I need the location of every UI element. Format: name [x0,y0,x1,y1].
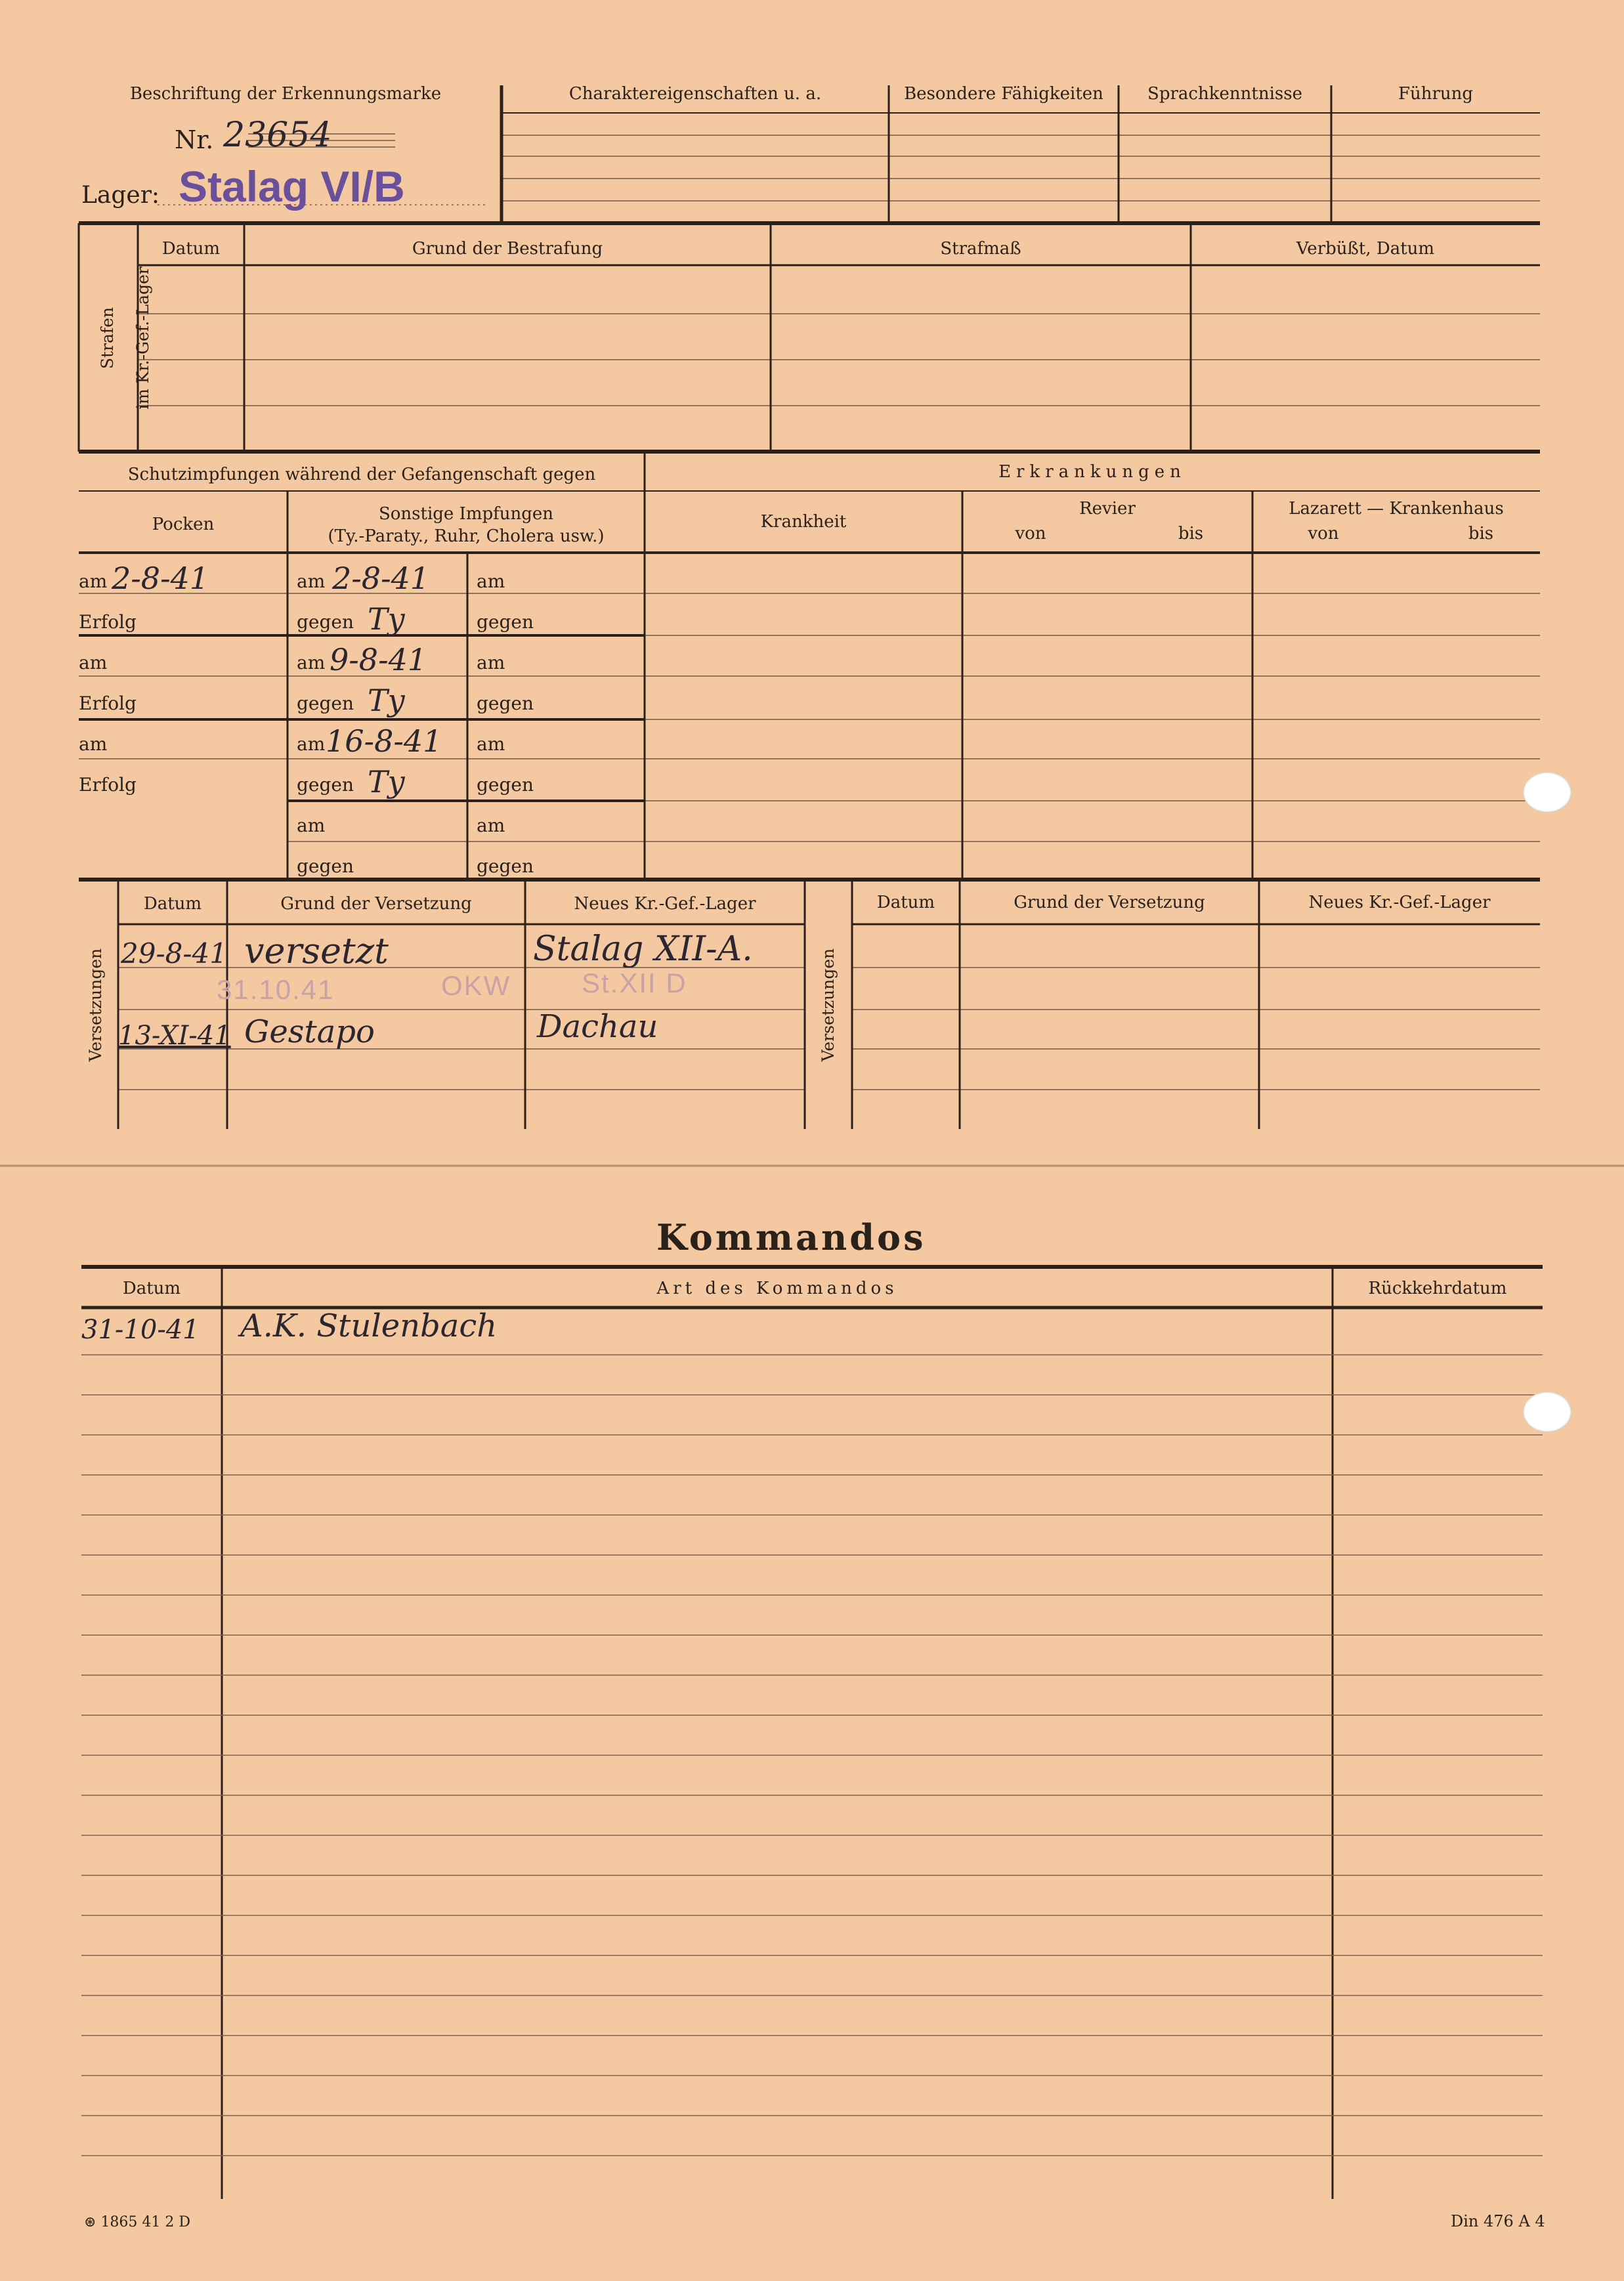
pocken-header: Pocken [152,515,215,534]
vers-row2-grund: Gestapo [244,1013,375,1050]
strafen-col-grund: Grund der Bestrafung [412,239,603,259]
versetzungen-side-label-2: Versetzungen [819,948,838,1062]
footer-left-text: 1865 41 2 D [100,2214,191,2230]
pocken-erfolg-label: Erfolg [79,611,137,633]
sonstige-b-gegen-2: gegen [477,693,534,714]
revier-von: von [1015,524,1046,544]
vers-row2-lager: Dachau [537,1008,658,1045]
revier-header: Revier [1079,499,1136,519]
nr-value: 23654 [223,116,332,155]
ghost-stamp-date: 31.10.41 [217,974,335,1005]
vers-col-datum: Datum [143,894,202,914]
vers-row1-grund: versetzt [244,930,389,971]
sonstige-b-am-1: am [477,570,505,592]
sonstige-gegen-1: Ty [368,601,405,637]
kommandos-title: Kommandos [656,1216,926,1258]
vers-row1-datum: 29-8-41 [121,937,227,970]
kommandos-col-datum: Datum [122,1279,181,1298]
charakter-header: Charaktereigenschaften u. a. [568,84,822,104]
sonstige-date-2: 9-8-41 [330,642,427,677]
lager-label: Lager: [81,182,160,209]
lazarett-von: von [1308,524,1339,544]
kommando-row1-art: A.K. Stulenbach [240,1308,498,1344]
strafen-col-strafmass: Strafmaß [940,239,1021,259]
impfungen-title: Schutzimpfungen während der Gefangenschaft gegen [127,465,596,484]
sonstige-gegen-label-4: gegen [297,855,354,877]
punch-hole-lower [1523,1392,1571,1432]
vers-col-grund-2: Grund der Versetzung [1014,893,1205,912]
sonstige-header-sub: (Ty.-Paraty., Ruhr, Cholera usw.) [328,526,605,546]
lazarett-header: Lazarett — Krankenhaus [1289,499,1504,519]
sonstige-am-label: am [297,570,326,592]
sonstige-date-1: 2-8-41 [332,561,430,596]
kommandos-col-rueckkehr: Rückkehrdatum [1368,1279,1507,1298]
sonstige-b-am-3: am [477,733,505,755]
sonstige-b-gegen-4: gegen [477,855,534,877]
pocken-am-label: am [79,570,108,592]
lager-stamp: Stalag VI/B [179,162,405,211]
strafen-side-label-2: im Kr.-Gef.-Lager [133,266,152,410]
sonstige-header: Sonstige Impfungen [378,504,554,524]
vers-col-datum-2: Datum [876,893,935,912]
faehigkeiten-header: Besondere Fähigkeiten [904,84,1103,104]
sonstige-b-am-2: am [477,652,505,673]
erkrankungen-title: Erkrankungen [998,462,1186,482]
ghost-stamp-lager: St.XII D [582,968,687,998]
ghost-stamp-okw: OKW [441,970,511,1001]
vers-col-grund: Grund der Versetzung [280,894,472,914]
krankheit-header: Krankheit [760,512,847,532]
pocken-erfolg-label-3: Erfolg [79,774,137,796]
sonstige-gegen-label: gegen [297,611,354,633]
sonstige-date-3: 16-8-41 [326,723,442,759]
revier-bis: bis [1178,524,1204,544]
fuehrung-header: Führung [1398,84,1474,104]
vers-col-lager: Neues Kr.-Gef.-Lager [574,894,756,914]
nr-label: Nr. [175,125,214,154]
versetzungen-side-label: Versetzungen [86,948,105,1062]
sonstige-gegen-2: Ty [368,683,405,718]
sprachen-header: Sprachkenntnisse [1147,84,1302,104]
vers-row1-lager: Stalag XII-A. [533,929,753,969]
sonstige-gegen-label-2: gegen [297,693,354,714]
sonstige-am-label-4: am [297,815,326,836]
sonstige-b-am-4: am [477,815,505,836]
lazarett-bis: bis [1468,524,1494,544]
footer-right: Din 476 A 4 [1451,2212,1545,2230]
sonstige-b-gegen-1: gegen [477,611,534,633]
marke-label: Beschriftung der Erkennungsmarke [129,84,442,104]
sonstige-am-label-2: am [297,652,326,673]
pocken-am-label-3: am [79,733,108,755]
sonstige-gegen-3: Ty [368,764,405,799]
pocken-am-label-2: am [79,652,108,673]
strafen-col-verbuesst: Verbüßt, Datum [1296,239,1435,259]
strafen-col-datum: Datum [161,239,221,259]
vers-row2-datum: 13-XI-41 [118,1021,231,1051]
strafen-side-label: Strafen [98,307,117,370]
sonstige-gegen-label-3: gegen [297,774,354,796]
pocken-date: 2-8-41 [112,561,209,596]
sonstige-am-label-3: am [297,733,326,755]
footer-left [84,2215,190,2230]
kommandos-col-art: Art des Kommandos [656,1279,898,1298]
kommando-row1-datum: 31-10-41 [81,1315,200,1345]
pocken-erfolg-label-2: Erfolg [79,693,137,714]
vers-col-lager-2: Neues Kr.-Gef.-Lager [1308,893,1491,912]
sonstige-b-gegen-3: gegen [477,774,534,796]
punch-hole-upper [1523,772,1571,813]
footer-seal-icon: ⊛ [84,2214,101,2230]
